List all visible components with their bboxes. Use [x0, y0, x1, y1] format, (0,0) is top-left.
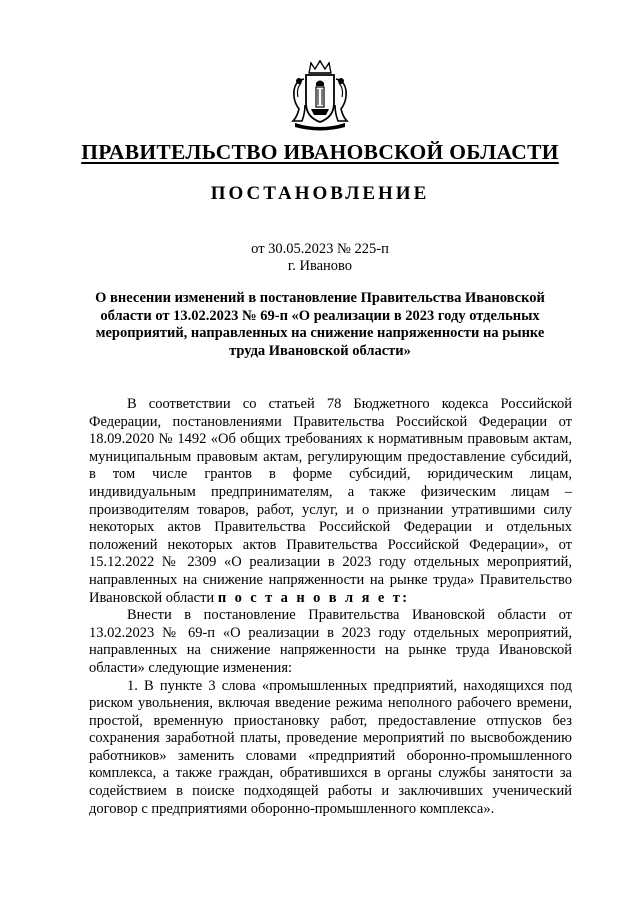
resolves-emphasis: п о с т а н о в л я е т	[217, 589, 403, 606]
document-type-heading: ПОСТАНОВЛЕНИЕ	[210, 183, 430, 204]
document-title: О внесении изменений в постановление Правительства Ивановской области от 13.02.2023 № 69-п «О реализации в 2023 году отдельных мероприятий, направленных на снижение напряженности на рынке труда Ивановской области»	[95, 290, 545, 359]
paragraph-preamble	[89, 396, 572, 607]
resolves-colon: :	[402, 589, 410, 606]
paragraph-amend: Внести в постановление Правительства Ивановской области от 13.02.2023 № 69-п «О реализации в 2023 году отдельных мероприятий, направленных на снижение напряженности на рынке труда Ивановской области» следующие изменения:	[89, 607, 572, 676]
document-date-number: от 30.05.2023 № 225-п	[251, 241, 389, 257]
paragraph-item-1: 1. В пункте 3 слова «промышленных предприятий, находящихся под риском увольнения, включая введение режима неполного рабочего времени, простой, временную приостановку работ, предоставление отпусков без сохранения заработной платы, проведение мероприятий по высвобождению работников» заменить словами «предприятий оборонно-промышленного комплекса, а также граждан, обратившихся в органы службы занятости за содействием в поиске подходящей работы и заключивших ученический договор с предприятиями оборонно-промышленного комплекса».	[89, 677, 572, 817]
organization-heading: ПРАВИТЕЛЬСТВО ИВАНОВСКОЙ ОБЛАСТИ	[81, 140, 559, 164]
ivanovo-coat-of-arms-icon	[289, 59, 351, 131]
document-city: г. Иваново	[287, 258, 353, 274]
preamble-text: В соответствии со статьей 78 Бюджетного кодекса Российской Федерации, постановлениями Правительства Российской Федерации от 18.09.2020 № 1492 «Об общих требованиях к нормативным правовым актам, муниципальным правовым актам, регулирующим предоставление субсидий, в том числе грантов в форме субсидий, юридическим лицам, индивидуальным предпринимателям, а также физическим лицам – производителям товаров, работ, услуг, и о признании утратившими силу некоторых актов Правительства Российской Федерации и отдельных положений некоторых актов Правительства Российской Федерации», от 15.12.2022 № 2309 «О реализации в 2023 году отдельных мероприятий, направленных на снижение напряженности на рынке труда» Правительство Ивановской области	[89, 396, 572, 606]
document-body	[89, 396, 572, 818]
